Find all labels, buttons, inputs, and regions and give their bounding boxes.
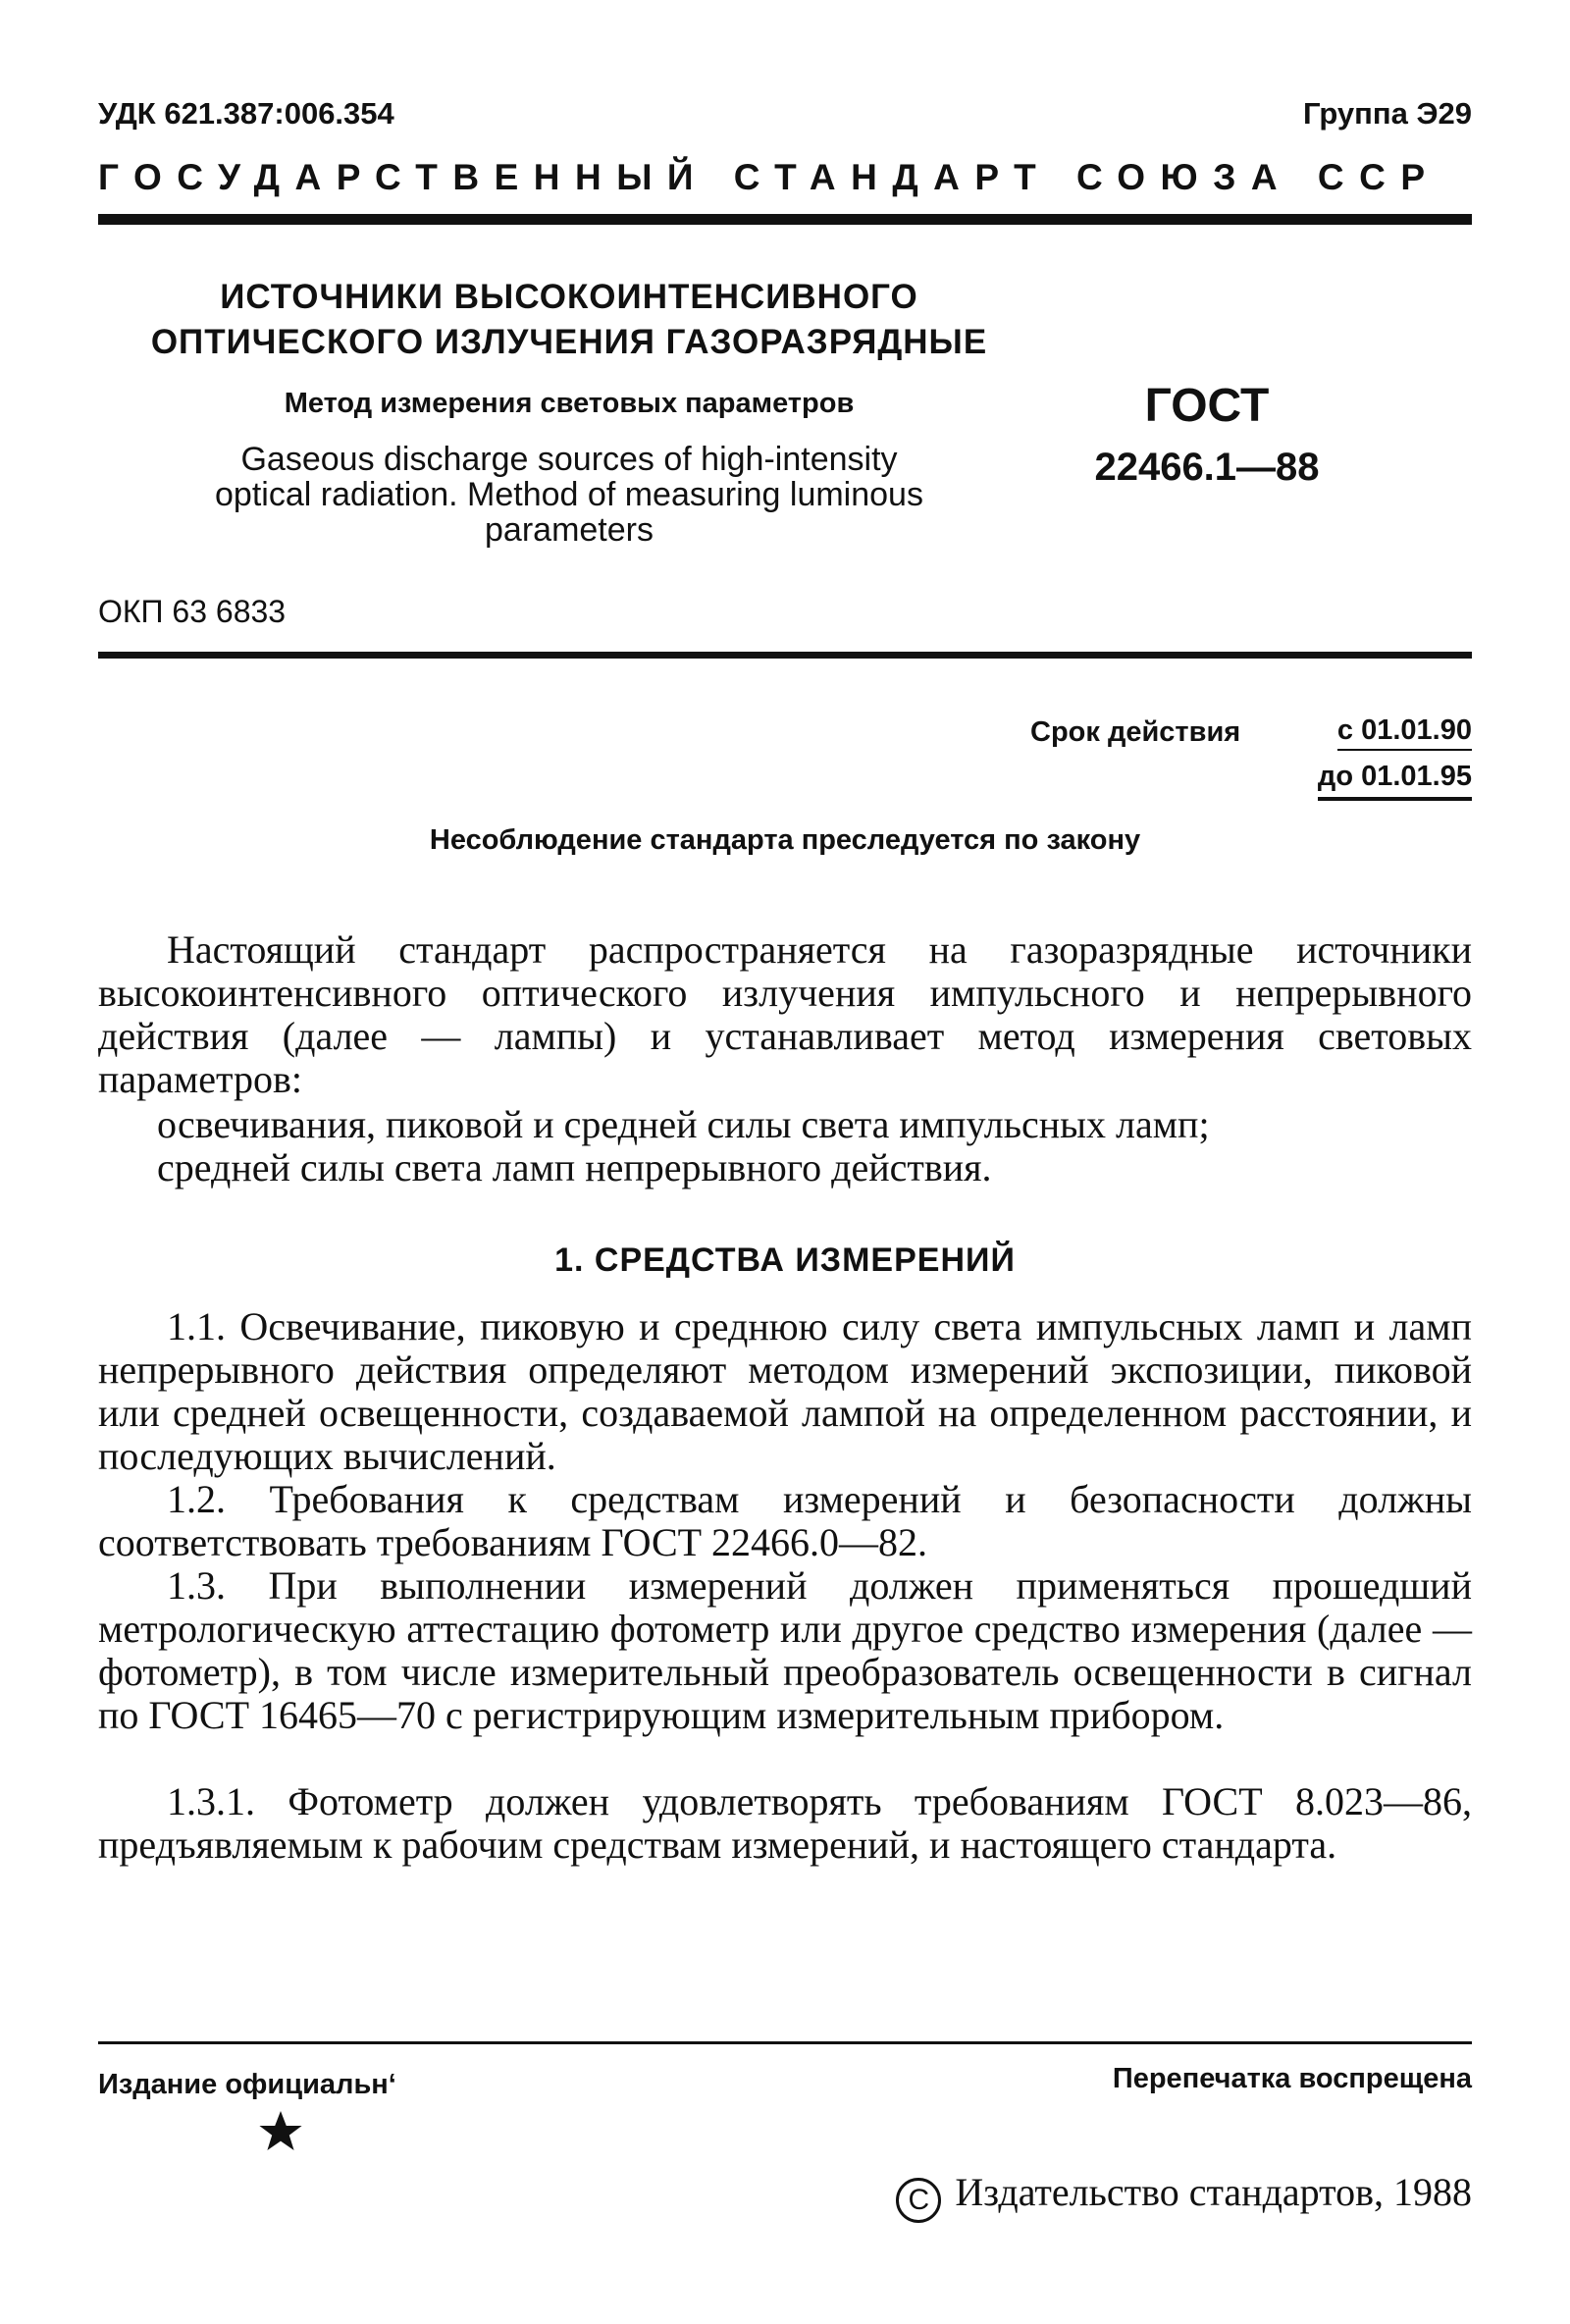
legal-notice: Несоблюдение стандарта преследуется по закону <box>429 824 1141 856</box>
edition-label: Издание официальн‘ <box>98 2069 396 2100</box>
header-divider <box>98 214 1472 225</box>
star-icon <box>257 2108 304 2155</box>
clause-1-2-text: 1.2. Требования к средствам измерений и безопасности должны соответствовать требованиям ГОСТ 22466.0—82. <box>98 1477 1472 1564</box>
title-divider <box>98 652 1472 659</box>
clause-1-1-text: 1.1. Освечивание, пиковую и среднюю силу света импульсных ламп и ламп непрерывного действия определяют методом измерений экспозиции, пиковой или средней освещенности, создаваемой лампой на определенном расстоянии, и последующих вычислений. <box>98 1304 1472 1478</box>
title-en-line-1: Gaseous discharge sources of high-intensity <box>240 441 898 478</box>
okp-code: ОКП 63 6833 <box>98 594 287 629</box>
group-code: Группа Э29 <box>1303 96 1472 131</box>
clause-1-3-text: 1.3. При выполнении измерений должен применяться прошедший метрологическую аттестацию фотометр или другое средство измерения (далее — фотометр), в том числе измерительный преобразователь освещенности в сигнал по ГОСТ 16465—70 с регистрирующим измерительным прибором. <box>98 1563 1472 1737</box>
intro-paragraph <box>98 928 1472 1101</box>
footer-divider <box>98 2041 1472 2044</box>
method-subtitle-ru: Метод измерения световых параметров <box>284 388 855 419</box>
copyright-icon: C <box>896 2178 941 2223</box>
validity-to: до 01.01.95 <box>1318 761 1472 801</box>
intro-text: Настоящий стандарт распространяется на газоразрядные источники высокоинтенсивного оптического излучения импульсного и непрерывного действия (далее — лампы) и устанавливает метод измерения световых параметров: <box>98 927 1472 1101</box>
publisher-line <box>896 2169 1472 2223</box>
clause-1-3-1 <box>98 1780 1472 1867</box>
document-title <box>128 275 1011 365</box>
title-line-1: ИСТОЧНИКИ ВЫСОКОИНТЕНСИВНОГО <box>220 278 918 316</box>
reprint-notice: Перепечатка воспрещена <box>1112 2063 1472 2094</box>
validity-from: с 01.01.90 <box>1337 714 1472 751</box>
state-standard-heading: ГОСУДАРСТВЕННЫЙ СТАНДАРТ СОЮЗА ССР <box>98 157 1440 197</box>
list-item-2: средней силы света ламп непрерывного действия. <box>157 1145 992 1189</box>
list-item-1: освечивания, пиковой и средней силы света импульсных ламп; <box>157 1102 1210 1146</box>
title-english <box>128 442 1011 548</box>
validity-label: Срок действия <box>1030 716 1241 748</box>
clause-1-3 <box>98 1564 1472 1737</box>
udk-code: УДК 621.387:006.354 <box>98 96 394 131</box>
clause-1-3-1-text: 1.3.1. Фотометр должен удовлетворять требованиям ГОСТ 8.023—86, предъявляемым к рабочим средствам измерений, и настоящего стандарта. <box>98 1779 1472 1867</box>
publisher-text: Издательство стандартов, 1988 <box>955 2170 1472 2214</box>
clause-1-1 <box>98 1305 1472 1478</box>
title-en-line-2: optical radiation. Method of measuring luminous <box>215 476 923 513</box>
gost-number: 22466.1—88 <box>1094 446 1320 489</box>
gost-label: ГОСТ <box>1144 380 1270 432</box>
title-line-2: ОПТИЧЕСКОГО ИЗЛУЧЕНИЯ ГАЗОРАЗРЯДНЫЕ <box>150 323 988 361</box>
section-heading: 1. СРЕДСТВА ИЗМЕРЕНИЙ <box>554 1241 1016 1279</box>
title-en-line-3: parameters <box>485 511 654 549</box>
clause-1-2 <box>98 1478 1472 1564</box>
